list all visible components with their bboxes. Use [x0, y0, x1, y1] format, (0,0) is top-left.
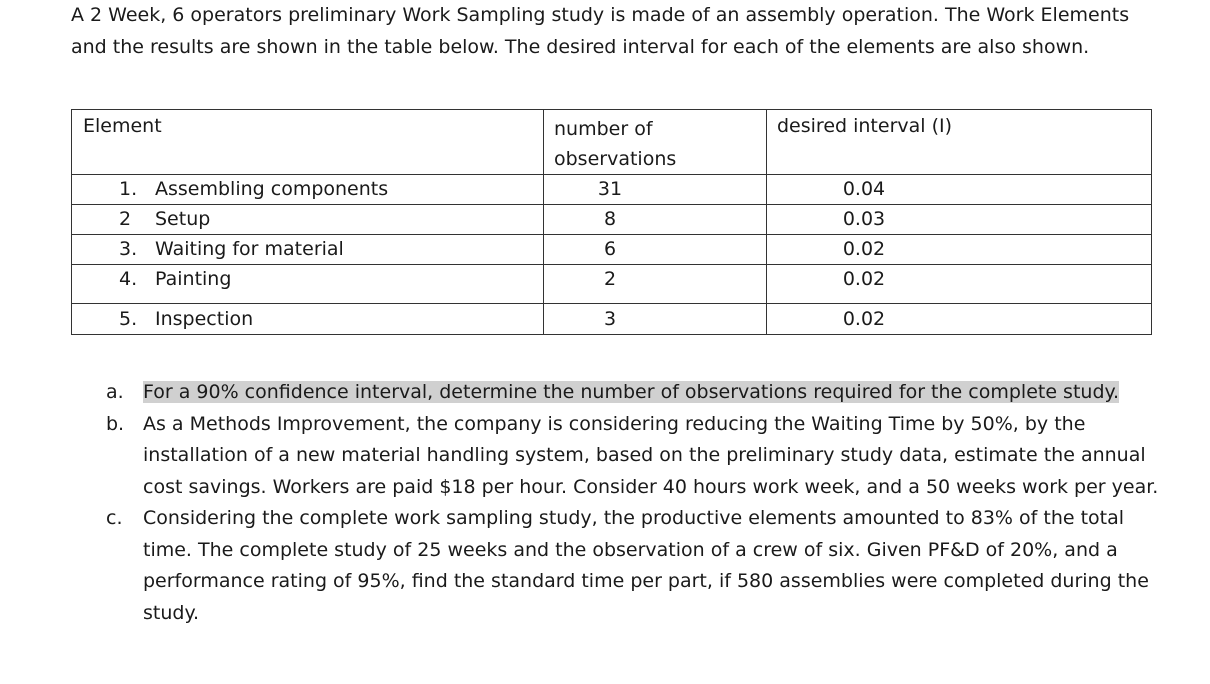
element-number: 3.	[119, 238, 138, 260]
intro-paragraph: A 2 Week, 6 operators preliminary Work Sampling study is made of an assembly operation. The Work Elements and the results are shown in the table below. The desired interval for each of the elements are also shown.	[71, 4, 1130, 58]
table-header-row	[72, 110, 1152, 175]
question-item-c	[106, 503, 1166, 629]
observations-cell: 6	[544, 235, 767, 265]
interval-cell: 0.02	[767, 304, 1152, 335]
element-number: 1.	[119, 178, 138, 200]
interval-cell: 0.03	[767, 205, 1152, 235]
question-text: Considering the complete work sampling study, the productive elements amounted to 83% of the total time. The complete study of 25 weeks and the observation of a crew of six. Given PF&D of 20%, and a performance rating of 95%, find the standard time per part, if 580 assemblies were completed during the study.	[143, 507, 1149, 624]
question-text: As a Methods Improvement, the company is considering reducing the Waiting Time by 50%, by the installation of a new material handling system, based on the preliminary study data, estimate the annual cost savings. Workers are paid $18 per hour. Consider 40 hours work week, and a 50 weeks work per year.	[143, 412, 1159, 498]
question-label: c.	[106, 507, 123, 529]
element-name: Waiting for material	[155, 238, 344, 260]
element-cell	[72, 175, 544, 205]
table-row	[72, 175, 1152, 205]
observations-cell: 3	[544, 304, 767, 335]
question-item-b	[106, 409, 1166, 504]
header-observations: number of observations	[544, 110, 767, 175]
table-row	[72, 205, 1152, 235]
element-name: Assembling components	[155, 178, 389, 200]
element-name: Inspection	[155, 308, 254, 330]
question-list	[106, 377, 1166, 629]
observations-cell: 8	[544, 205, 767, 235]
element-cell	[72, 265, 544, 304]
observations-cell: 2	[544, 265, 767, 304]
interval-cell: 0.02	[767, 235, 1152, 265]
work-sampling-table	[71, 109, 1152, 335]
question-label: a.	[106, 381, 124, 403]
interval-cell: 0.04	[767, 175, 1152, 205]
element-cell	[72, 205, 544, 235]
element-number: 5.	[119, 308, 138, 330]
element-name: Setup	[155, 208, 211, 230]
element-number: 2	[119, 208, 132, 230]
table-row	[72, 304, 1152, 335]
table-row	[72, 235, 1152, 265]
header-element: Element	[72, 110, 544, 175]
element-name: Painting	[155, 268, 232, 290]
element-number: 4.	[119, 268, 138, 290]
highlighted-text: For a 90% confidence interval, determine the number of observations required for the complete study.	[143, 381, 1120, 403]
table-row	[72, 265, 1152, 304]
header-interval: desired interval (I)	[767, 110, 1152, 175]
element-cell	[72, 235, 544, 265]
question-text	[143, 377, 1166, 409]
question-label: b.	[106, 412, 125, 435]
question-item-a	[106, 377, 1166, 409]
element-cell	[72, 304, 544, 335]
observations-cell: 31	[544, 175, 767, 205]
interval-cell: 0.02	[767, 265, 1152, 304]
